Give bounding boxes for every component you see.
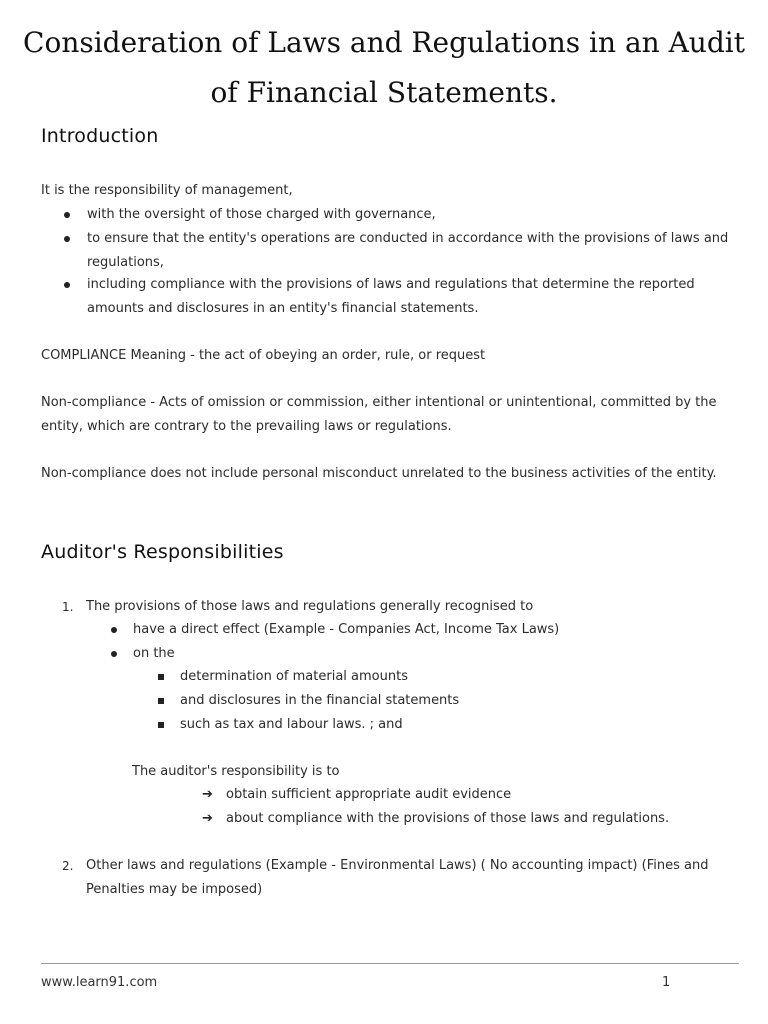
item-1-sub-3: such as tax and labour laws. ; and: [180, 717, 403, 732]
responsibility-point-2: about compliance with the provisions of those laws and regulations.: [226, 811, 670, 826]
square-bullet-icon: [158, 722, 164, 728]
title-line-1: Consideration of Laws and Regulations in an Audit: [23, 26, 745, 59]
page-number: 1: [662, 975, 671, 990]
item-1-sub-1: determination of material amounts: [180, 669, 408, 684]
responsibility-lead: The auditor's responsibility is to: [132, 764, 340, 779]
item-1-text: The provisions of those laws and regulations generally recognised to: [86, 599, 534, 614]
auditors-responsibilities-heading: Auditor's Responsibilities: [41, 541, 284, 563]
bullet-icon: [64, 236, 70, 242]
right-arrow-icon: ➔: [202, 811, 213, 826]
list-number: 2.: [62, 859, 74, 873]
square-bullet-icon: [158, 698, 164, 704]
footer-website: www.learn91.com: [41, 975, 158, 990]
item-2-text: Other laws and regulations (Example - Environmental Laws) ( No accounting impact) (Fines and: [86, 858, 709, 873]
square-bullet-icon: [158, 674, 164, 680]
introduction-heading: Introduction: [41, 125, 159, 147]
intro-bullet-3: including compliance with the provisions of laws and regulations that determine the reported: [87, 277, 695, 292]
right-arrow-icon: ➔: [202, 787, 213, 802]
footer-divider: [41, 963, 739, 964]
responsibility-point-1: obtain sufficient appropriate audit evidence: [226, 787, 512, 802]
noncompliance-note: Non-compliance does not include personal misconduct unrelated to the business activities of the entity.: [41, 466, 717, 481]
page-title: [20, 18, 748, 118]
intro-bullet-2: to ensure that the entity's operations are conducted in accordance with the provisions of laws and: [87, 231, 729, 246]
bullet-icon: [111, 651, 117, 657]
item-1-bullet-2: on the: [133, 646, 175, 661]
list-number: 1.: [62, 600, 74, 614]
bullet-icon: [64, 212, 70, 218]
intro-bullet-3-cont: amounts and disclosures in an entity's financial statements.: [87, 301, 479, 316]
noncompliance-definition-cont: entity, which are contrary to the prevailing laws or regulations.: [41, 419, 452, 434]
compliance-definition: COMPLIANCE Meaning - the act of obeying an order, rule, or request: [41, 348, 486, 363]
title-line-2: of Financial Statements.: [210, 76, 558, 109]
noncompliance-definition: Non-compliance - Acts of omission or commission, either intentional or unintentional, committed by the: [41, 395, 717, 410]
bullet-icon: [64, 282, 70, 288]
item-1-sub-2: and disclosures in the financial statements: [180, 693, 460, 708]
intro-bullet-1: with the oversight of those charged with governance,: [87, 207, 436, 222]
intro-lead: It is the responsibility of management,: [41, 183, 293, 198]
item-1-bullet-1: have a direct effect (Example - Companies Act, Income Tax Laws): [133, 622, 560, 637]
intro-bullet-2-cont: regulations,: [87, 255, 164, 270]
bullet-icon: [111, 627, 117, 633]
item-2-text-cont: Penalties may be imposed): [86, 882, 263, 897]
